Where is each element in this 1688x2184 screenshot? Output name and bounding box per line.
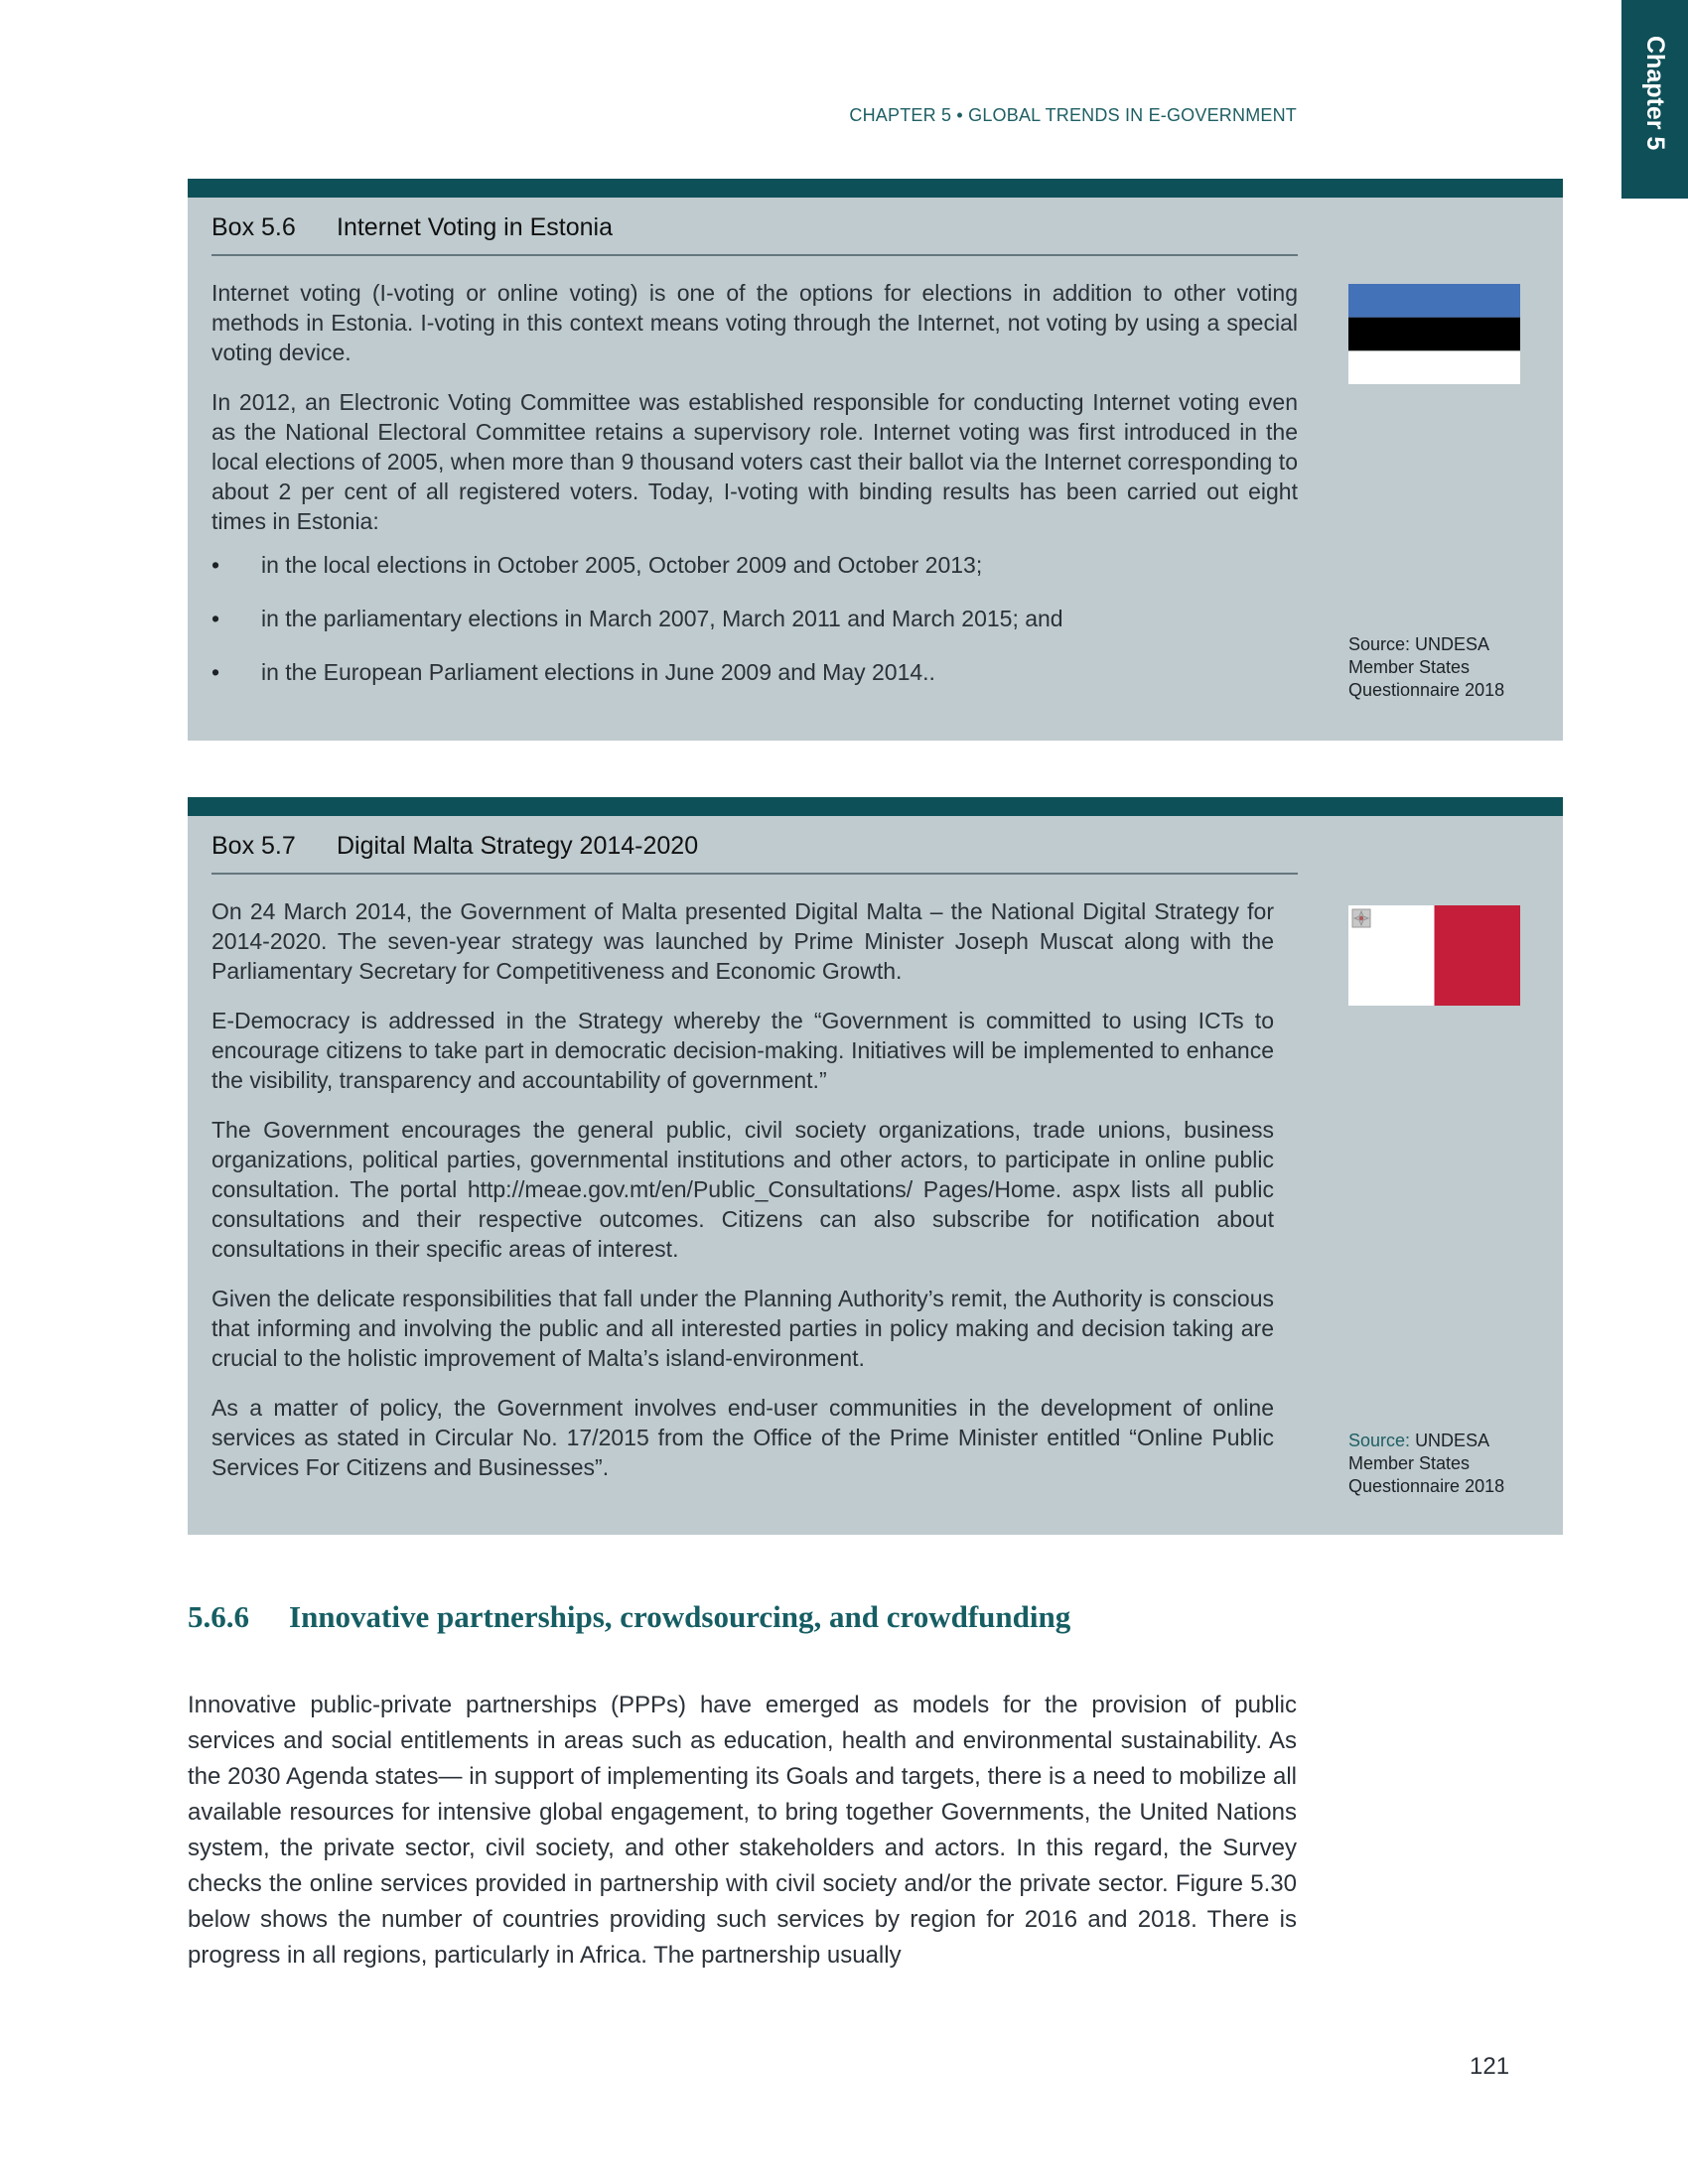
source-line: Member States — [1348, 1453, 1471, 1473]
box-top-bar — [188, 797, 1563, 816]
estonia-flag — [1348, 284, 1520, 384]
box-5-7-source — [1348, 1430, 1547, 1498]
george-cross-icon — [1352, 909, 1370, 927]
box-number: Box 5.6 — [211, 213, 296, 241]
source-label: Source: — [1348, 1431, 1411, 1450]
bullet-list — [211, 550, 1298, 687]
box-5-6-source — [1348, 633, 1547, 702]
bullet-item: • in the local elections in October 2005, October 2009 and October 2013; — [211, 550, 1298, 580]
malta-flag — [1348, 905, 1520, 1006]
box-title — [211, 816, 1298, 875]
box-number: Box 5.7 — [211, 832, 296, 860]
bullet-item: • in the European Parliament elections in June 2009 and May 2014.. — [211, 657, 1298, 687]
body-paragraph: Innovative public-private partnerships (PPPs) have emerged as models for the provision of public services and social entitlements in areas such as education, health and environmental sustainability. As the 2030 Agenda states— in support of implementing its Goals and targets, there is a need to mobilize all available resources for intensive global engagement, to bring together Governments, the United Nations system, the private sector, civil society, and other stakeholders and actors. In this regard, the Survey checks the online services provided in partnership with civil society and/or the private sector. Figure 5.30 below shows the number of countries providing such services by region for 2016 and 2018. There is progress in all regions, particularly in Africa. The partnership usually — [188, 1692, 1297, 1969]
box-body — [211, 278, 1298, 687]
source-line: Questionnaire 2018 — [1348, 680, 1505, 700]
box-paragraph: Given the delicate responsibilities that fall under the Planning Authority’s remit, the Authority is conscious that informing and involving the public and all interested parties in policy making and decision taking are crucial to the holistic improvement of Malta’s island-environment. — [211, 1286, 1274, 1371]
section-heading — [188, 1599, 1280, 1635]
section-number: 5.6.6 — [188, 1599, 249, 1634]
section-title: Innovative partnerships, crowdsourcing, and crowdfunding — [289, 1599, 1071, 1634]
chapter-tab — [1621, 0, 1688, 199]
bullet-item: • in the parliamentary elections in March 2007, March 2011 and March 2015; and — [211, 604, 1298, 633]
source-line: Source: UNDESA — [1348, 634, 1490, 654]
box-paragraph: The Government encourages the general public, civil society organizations, trade unions, business organizations, political parties, governmental institutions and other actors, to participate in online public consultation. The portal http://meae.gov.mt/en/Public_Consultations/ Pages/Home. aspx lists all public consultations and their respective outcomes. Citizens can also subscribe for notification about consultations in their specific areas of interest. — [211, 1117, 1274, 1262]
source-line: Questionnaire 2018 — [1348, 1476, 1505, 1496]
box-paragraph: E-Democracy is addressed in the Strategy whereby the “Government is committed to using ICTs to encourage citizens to take part in democratic decision-making. Initiatives will be implemented to enhance the visibility, transparency and accountability of government.” — [211, 1008, 1274, 1093]
box-paragraph: Internet voting (I-voting or online voting) is one of the options for elections in addition to other voting methods in Estonia. I-voting in this context means voting through the Internet, not voting by using a special voting device. — [211, 280, 1298, 365]
box-title-text: Internet Voting in Estonia — [337, 213, 613, 241]
source-line — [1348, 1430, 1547, 1452]
box-paragraph: On 24 March 2014, the Government of Malta presented Digital Malta – the National Digital Strategy for 2014-2020. The seven-year strategy was launched by Prime Minister Joseph Muscat along with the Parliamentary Secretary for Competitiveness and Economic Growth. — [211, 898, 1274, 984]
box-title — [211, 198, 1298, 256]
box-paragraph: As a matter of policy, the Government involves end-user communities in the development of online services as stated in Circular No. 17/2015 from the Office of the Prime Minister entitled “Online Public Services For Citizens and Businesses”. — [211, 1395, 1274, 1480]
box-top-bar — [188, 179, 1563, 198]
chapter-tab-label: Chapter 5 — [1641, 36, 1669, 151]
source-org: UNDESA — [1415, 1431, 1490, 1450]
box-paragraph: In 2012, an Electronic Voting Committee was established responsible for conducting Internet voting even as the National Electoral Committee retains a supervisory role. Internet voting was first introduced in the local elections of 2005, when more than 9 thousand voters cast their ballot via the Internet corresponding to about 2 per cent of all registered voters. Today, I-voting with binding results has been carried out eight times in Estonia: — [211, 389, 1298, 534]
box-body — [211, 896, 1274, 1482]
running-head: CHAPTER 5 • GLOBAL TRENDS IN E-GOVERNMENT — [849, 105, 1297, 125]
source-line: Member States — [1348, 657, 1471, 677]
box-title-text: Digital Malta Strategy 2014-2020 — [337, 832, 699, 860]
page-number: 121 — [1470, 2053, 1510, 2080]
